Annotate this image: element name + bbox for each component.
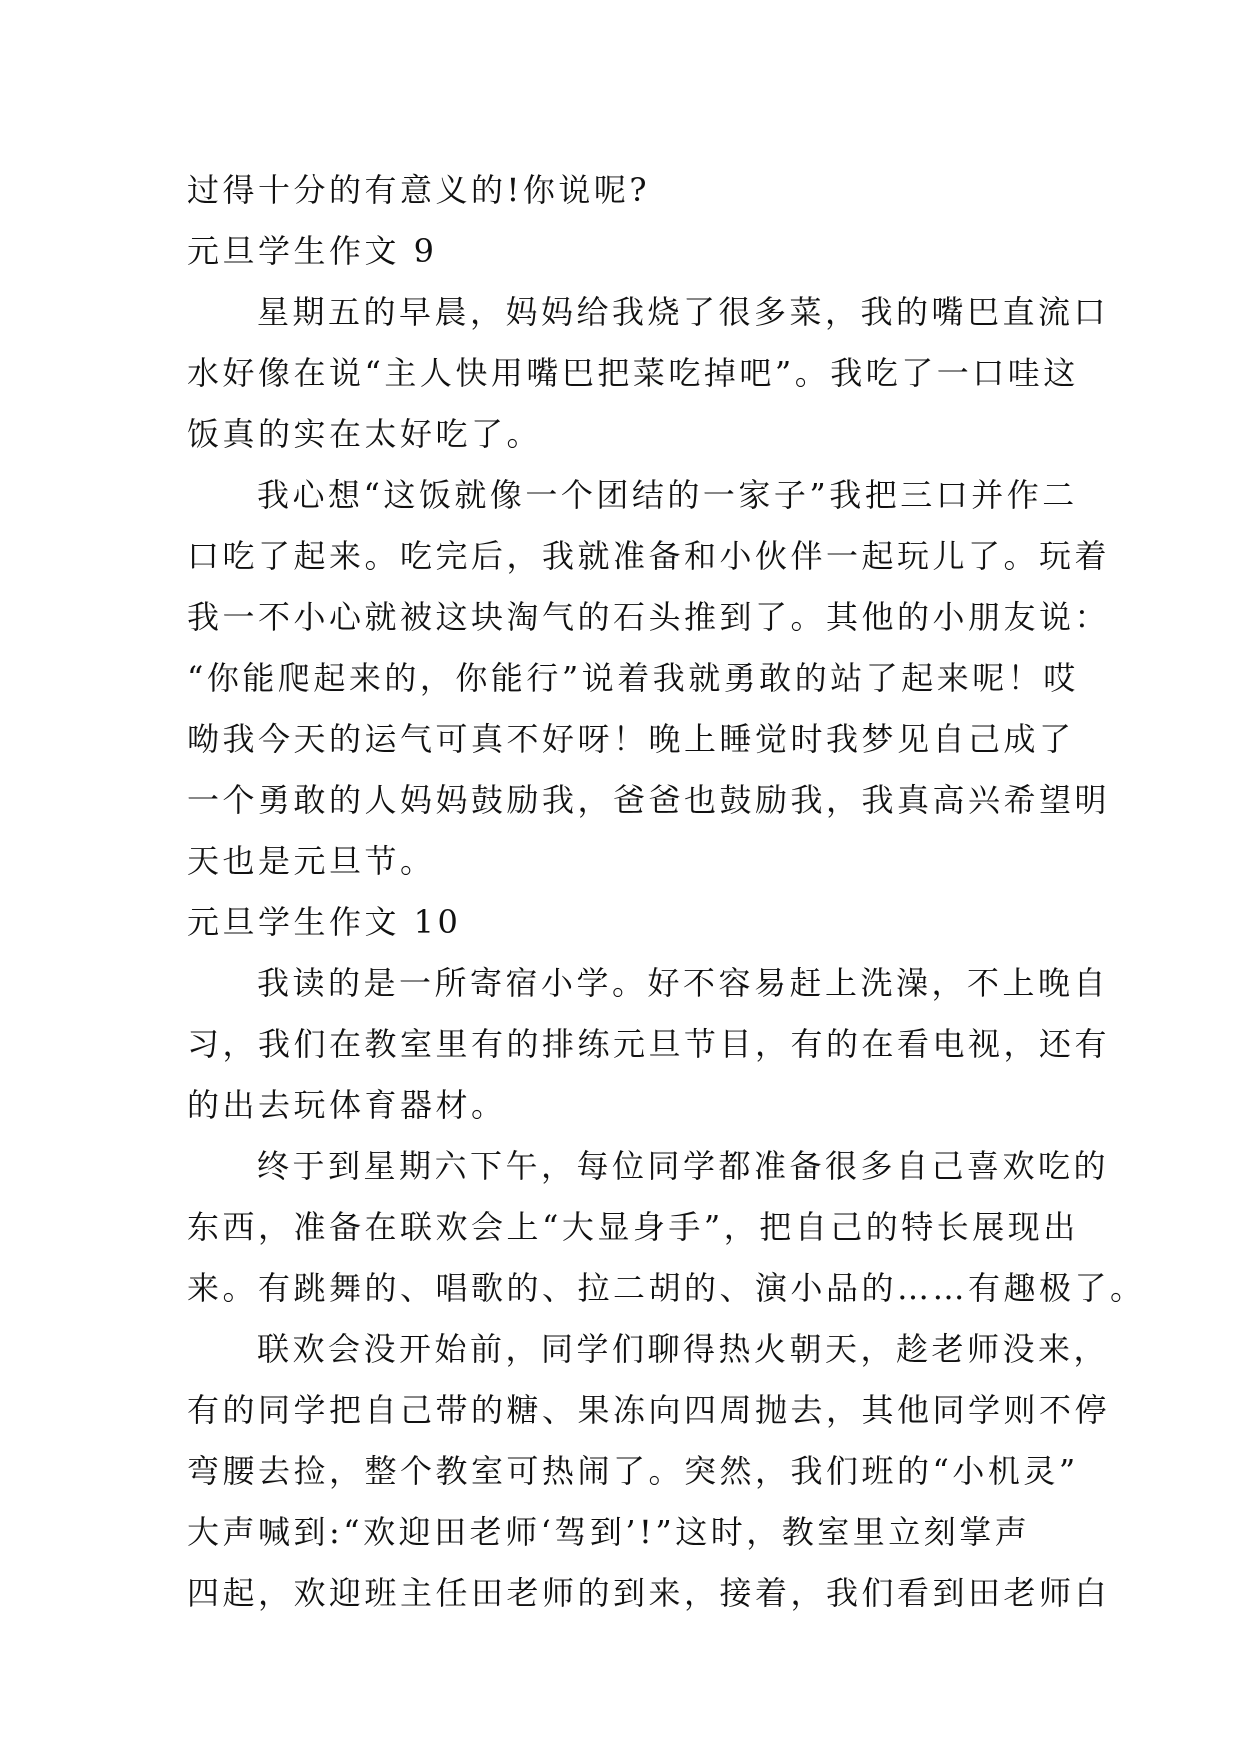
section-heading: 元旦学生作文 10 — [187, 903, 462, 941]
paragraph-start-line: 我读的是一所寄宿小学。好不容易赶上洗澡，不上晚自 — [257, 964, 1110, 1002]
text-line: 我一不小心就被这块淘气的石头推到了。其他的小朋友说： — [187, 598, 1111, 636]
text-line: 四起，欢迎班主任田老师的到来，接着，我们看到田老师白 — [187, 1574, 1111, 1612]
paragraph-start-line: 终于到星期六下午，每位同学都准备很多自己喜欢吃的 — [257, 1147, 1110, 1185]
text-line: 的出去玩体育器材。 — [187, 1086, 507, 1124]
text-line: 东西，准备在联欢会上“大显身手”，把自己的特长展现出 — [187, 1208, 1079, 1246]
text-line: 过得十分的有意义的!你说呢? — [187, 171, 651, 209]
paragraph-start-line: 我心想“这饭就像一个团结的一家子”我把三口并作二 — [257, 476, 1078, 514]
paragraph-start-line: 联欢会没开始前，同学们聊得热火朝天，趁老师没来， — [257, 1330, 1110, 1368]
paragraph-start-line: 星期五的早晨，妈妈给我烧了很多菜，我的嘴巴直流口 — [257, 293, 1110, 331]
text-line: “你能爬起来的，你能行”说着我就勇敢的站了起来呢！哎 — [187, 659, 1079, 697]
text-line: 饭真的实在太好吃了。 — [187, 415, 543, 453]
text-line: 一个勇敢的人妈妈鼓励我，爸爸也鼓励我，我真高兴希望明 — [187, 781, 1111, 819]
text-line: 天也是元旦节。 — [187, 842, 436, 880]
text-line: 习，我们在教室里有的排练元旦节目，有的在看电视，还有 — [187, 1025, 1111, 1063]
section-heading: 元旦学生作文 9 — [187, 232, 438, 270]
text-line: 来。有跳舞的、唱歌的、拉二胡的、演小品的……有趣极了。 — [187, 1269, 1146, 1307]
text-line: 口吃了起来。吃完后，我就准备和小伙伴一起玩儿了。玩着 — [187, 537, 1111, 575]
document-body — [187, 160, 1146, 1624]
text-line: 大声喊到:“欢迎田老师‘驾到’!”这时，教室里立刻掌声 — [187, 1513, 1031, 1551]
text-line: 有的同学把自己带的糖、果冻向四周抛去，其他同学则不停 — [187, 1391, 1111, 1429]
text-line: 弯腰去捡，整个教室可热闹了。突然，我们班的“小机灵” — [187, 1452, 1079, 1490]
text-line: 水好像在说“主人快用嘴巴把菜吃掉吧”。我吃了一口哇这 — [187, 354, 1079, 392]
text-line: 呦我今天的运气可真不好呀！晚上睡觉时我梦见自己成了 — [187, 720, 1075, 758]
